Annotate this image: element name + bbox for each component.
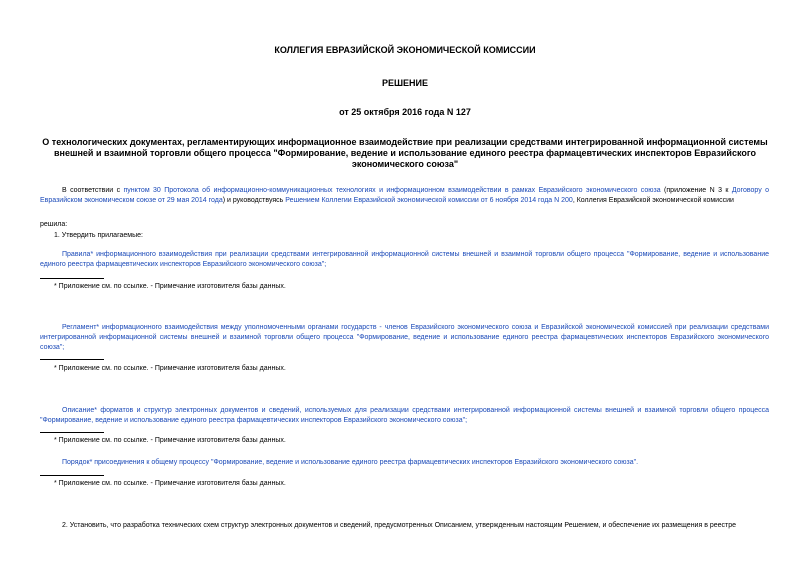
footnote-divider (40, 475, 104, 476)
procedure-paragraph (40, 458, 769, 468)
regulation-link[interactable]: Регламент (62, 324, 97, 331)
regulation-text: * информационного взаимодействия между уполномоченными органами государств - членов Евразийского экономического союза и Евразийской экономической комиссией при реализации средствами интегрированной информационной системы внешней и взаимной торговли общего процесса "Формирование, ведение и использование единого реестра фармацевтических инспекторов Евразийского экономического союза"; (40, 324, 769, 351)
document-type-heading: РЕШЕНИЕ (381, 78, 429, 88)
preamble-text-4: , Коллегия Евразийской экономической комиссии (572, 197, 734, 204)
decided-text: решила: (40, 221, 68, 228)
preamble-text-2: (приложение N 3 к (660, 187, 732, 194)
rules-paragraph (40, 250, 769, 270)
item-1-text: 1. Утвердить прилагаемые: (54, 232, 143, 239)
description-text: * форматов и структур электронных документов и сведений, используемых для реализации средствами интегрированной информационной системы внешней и взаимной торговли общего процесса "Формирование, ведение и использование единого реестра фармацевтических инспекторов Евразийского экономического союза"; (40, 407, 769, 424)
decision-link[interactable]: Решением Коллегии Евразийской экономической комиссии от 6 ноября 2014 года N 200 (285, 197, 573, 204)
regulation-paragraph (40, 323, 769, 353)
procedure-text: * присоединения к общему процессу "Формирование, ведение и использование единого реестра фармацевтических инспекторов Евразийского экономического союза". (89, 459, 639, 466)
footnote-divider (40, 432, 104, 433)
description-link[interactable]: Описание (62, 407, 95, 414)
preamble-text-3: ) и руководствуясь (222, 197, 286, 204)
footnote-text: * Приложение см. по ссылке. - Примечание изготовителя базы данных. (54, 437, 286, 444)
description-paragraph (40, 406, 769, 426)
rules-link[interactable]: Правила (62, 251, 91, 258)
rules-text: * информационного взаимодействия при реализации средствами интегрированной информационной системы внешней и взаимной торговли общего процесса "Формирование, ведение и использование единого реестра фармацевтических инспекторов Евразийского экономического союза"; (40, 251, 769, 268)
footnote-text: * Приложение см. по ссылке. - Примечание изготовителя базы данных. (54, 283, 286, 290)
footnote-divider (40, 278, 104, 279)
footnote-text: * Приложение см. по ссылке. - Примечание изготовителя базы данных. (54, 480, 286, 487)
protocol-link[interactable]: пунктом 30 Протокола об информационно-коммуникационных технологиях и информационном взаимодействии в рамках Евразийского экономического союза (123, 187, 661, 194)
organization-heading: КОЛЛЕГИЯ ЕВРАЗИЙСКОЙ ЭКОНОМИЧЕСКОЙ КОМИССИИ (274, 45, 536, 55)
treaty-link[interactable]: Договору о Евразийском экономическом союзе от 29 мая 2014 года (40, 187, 769, 204)
footnote-text: * Приложение см. по ссылке. - Примечание изготовителя базы данных. (54, 365, 286, 372)
footnote-divider (40, 359, 104, 360)
preamble-paragraph (40, 186, 769, 206)
date-number-heading: от 25 октября 2016 года N 127 (339, 107, 471, 117)
item-2-text: 2. Установить, что разработка технических схем структур электронных документов и сведений, предусмотренных Описанием, утвержденным настоящим Решением, и обеспечение их размещения в реестре (62, 522, 737, 529)
procedure-link[interactable]: Порядок (62, 459, 90, 466)
document-subject-heading: О технологических документах, регламентирующих информационное взаимодействие при реализации средствами интегрированной информационной системы внешней и взаимной торговли общего процесса "Формирование, ведение и использование единого реестра фармацевтических инспекторов Евразийского экономического союза" (42, 137, 768, 169)
preamble-text-1: В соответствии с (62, 187, 124, 194)
